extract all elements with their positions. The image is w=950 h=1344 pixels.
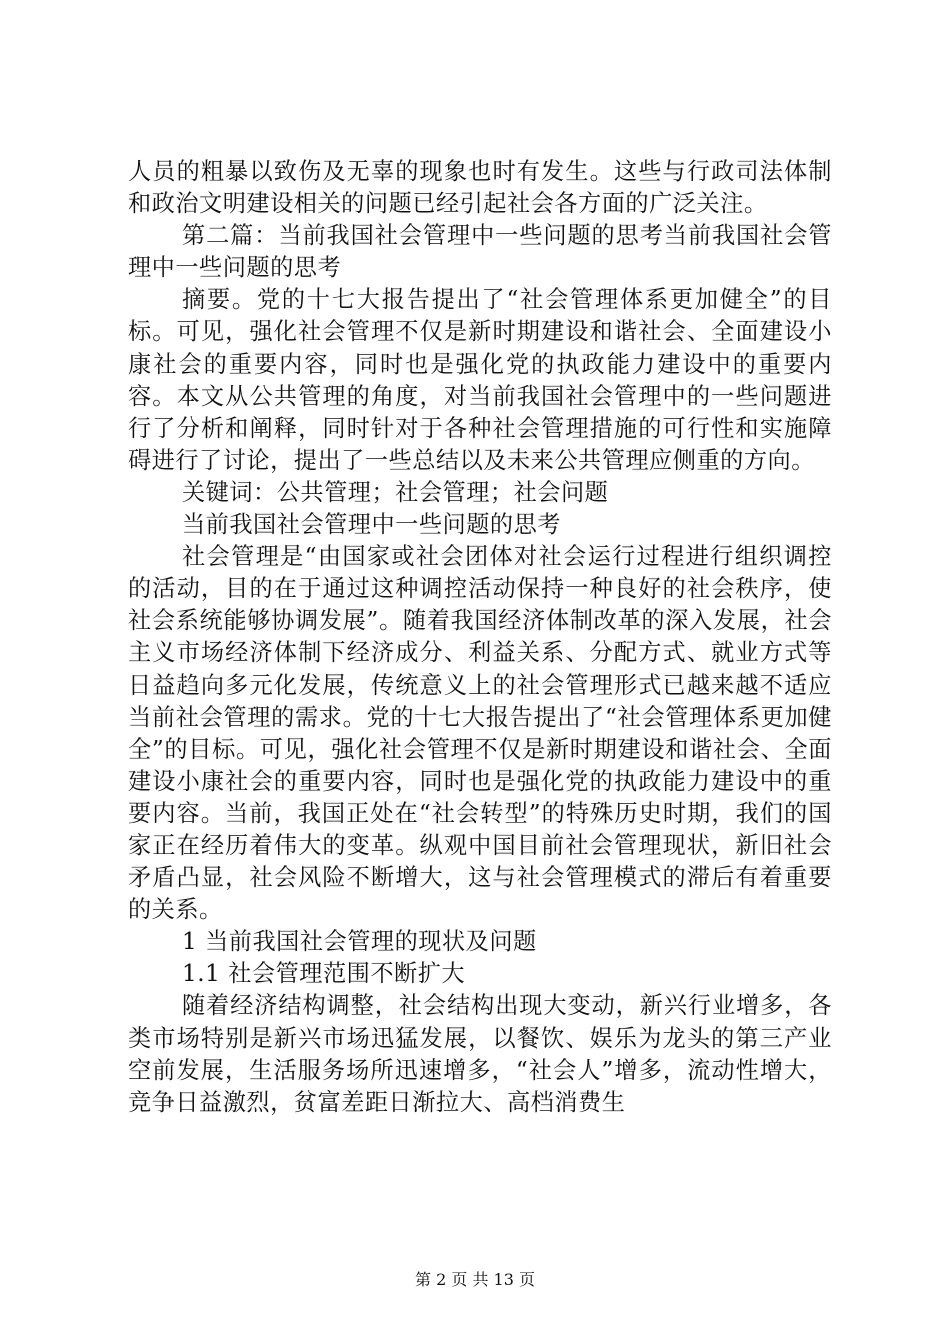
document-body [128,156,832,1119]
section-heading-second-article: 第二篇：当前我国社会管理中一些问题的思考当前我国社会管理中一些问题的思考 [128,222,832,282]
body-paragraph: 随着经济结构调整，社会结构出现大变动，新兴行业增多，各类市场特别是新兴市场迅猛发展，以餐饮、娱乐为龙头的第三产业空前发展，生活服务场所迅速增多，“社会人”增多，流动性增大，竞争日益激烈，贫富差距日渐拉大、高档消费生 [128,992,832,1116]
article-title: 当前我国社会管理中一些问题的思考 [182,511,561,539]
keywords-line: 关键词：公共管理；社会管理；社会问题 [182,478,609,506]
section-heading-1-1: 1.1 社会管理范围不断扩大 [182,960,466,988]
paragraph-continuation: 人员的粗暴以致伤及无辜的现象也时有发生。这些与行政司法体制和政治文明建设相关的问题已经引起社会各方面的广泛关注。 [128,158,832,218]
abstract-paragraph: 摘要。党的十七大报告提出了“社会管理体系更加健全”的目标。可见，强化社会管理不仅是新时期建设和谐社会、全面建设小康社会的重要内容，同时也是强化党的执政能力建设中的重要内容。本文从公共管理的角度，对当前我国社会管理中的一些问题进行了分析和阐释，同时针对于各种社会管理措施的可行性和实施障碍进行了讨论，提出了一些总结以及未来公共管理应侧重的方向。 [128,286,832,474]
section-heading-1: 1 当前我国社会管理的现状及问题 [182,928,537,956]
body-paragraph: 社会管理是“由国家或社会团体对社会运行过程进行组织调控的活动，目的在于通过这种调控活动保持一种良好的社会秩序，使社会系统能够协调发展”。随着我国经济体制改革的深入发展，社会主义市场经济体制下经济成分、利益关系、分配方式、就业方式等日益趋向多元化发展，传统意义上的社会管理形式已越来越不适应当前社会管理的需求。党的十七大报告提出了“社会管理体系更加健全”的目标。可见，强化社会管理不仅是新时期建设和谐社会、全面建设小康社会的重要内容，同时也是强化党的执政能力建设中的重要内容。当前，我国正处在“社会转型”的特殊历史时期，我们的国家正在经历着伟大的变革。纵观中国目前社会管理现状，新旧社会矛盾凸显，社会风险不断增大，这与社会管理模式的滞后有着重要的关系。 [128,543,832,924]
page-footer: 第 2 页 共 13 页 [415,1270,535,1289]
